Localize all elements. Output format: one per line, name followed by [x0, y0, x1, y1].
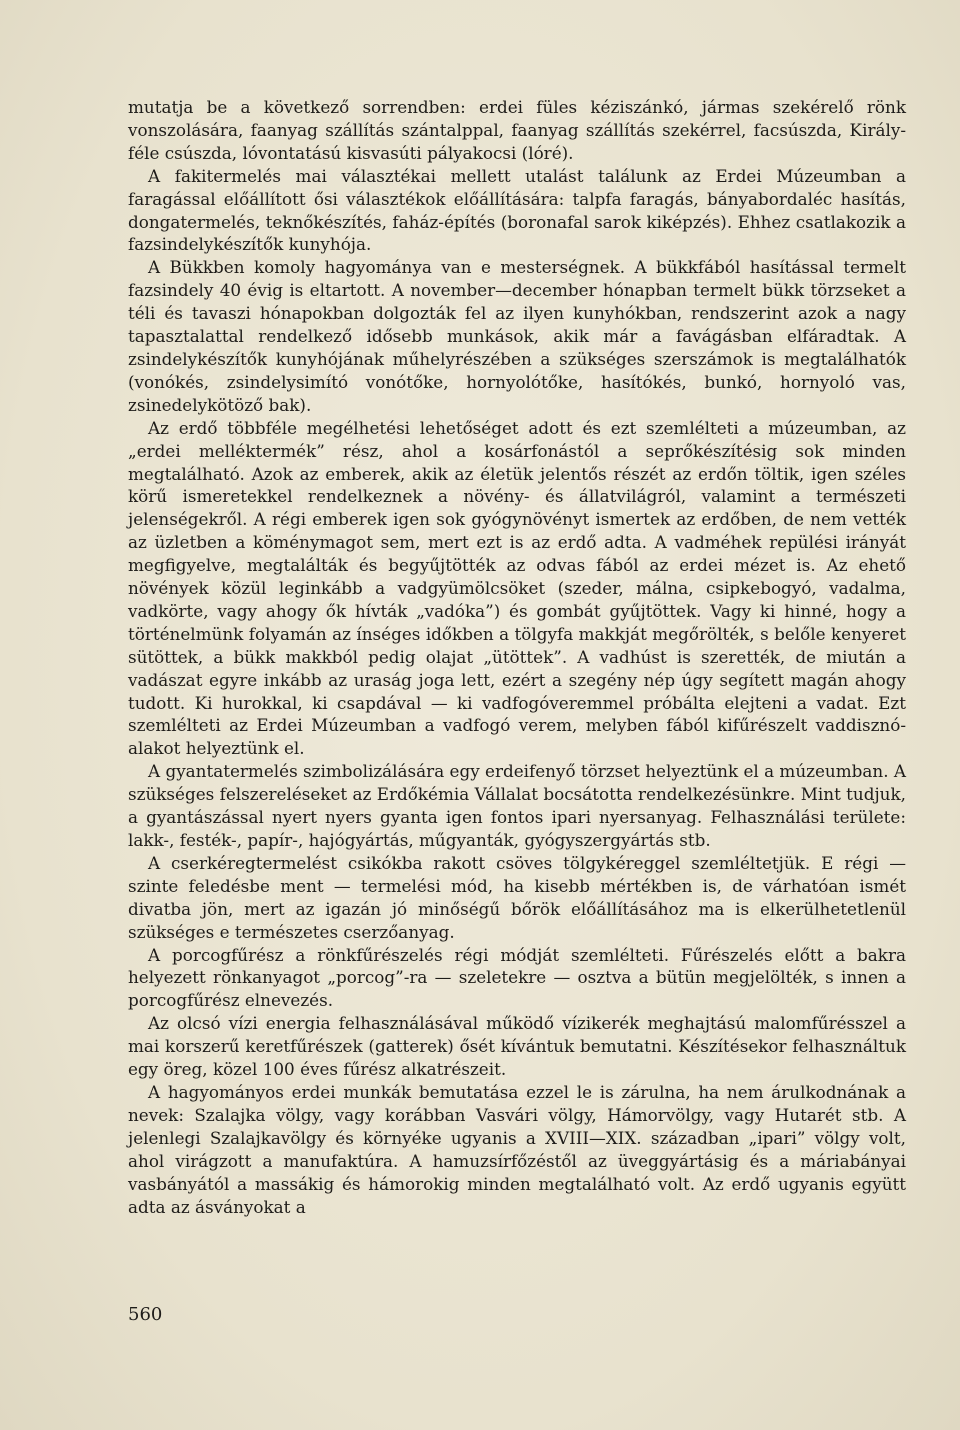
paragraph-3: A Bükkben komoly hagyománya van e mesterségnek. A bükkfából hasítással termelt fazsindely 40 évig is eltartott. A november—december hónapban termelt bükk törzseket a téli és tavaszi hónapokban dolgozták fel az ilyen kunyhókban, rendszerint azok a nagy tapasztalattal rendelkező idősebb munkások, akik már a favágásban elfáradtak. A zsindelykészítők kunyhójának műhelyrészében a szükséges szerszámok is megtalálhatók (vonókés, zsindelysimító vonótőke, hornyolótőke, hasítókés, bunkó, hornyoló vas, zsinedelykötöző bak).: [128, 257, 906, 415]
body-text: [128, 96, 906, 1218]
page-number: 560: [128, 1304, 163, 1325]
paragraph-7: A porcogfűrész a rönkfűrészelés régi módját szemlélteti. Fűrészelés előtt a bakra helyezett rönkanyagot „porcog”-ra — szeletekre — osztva a bütün megjelölték, s innen a porcogfűrész elnevezés.: [128, 944, 906, 1011]
paragraph-5: A gyantatermelés szimbolizálására egy erdeifenyő törzset helyeztünk el a múzeumban. A szükséges felszereléseket az Erdőkémia Vállalat bocsátotta rendelkezésünkre. Mint tudjuk, a gyantászással nyert nyers gyanta igen fontos ipari nyersanyag. Felhasználási területe: lakk-, festék-, papír-, hajógyártás, műgyanták, gyógyszergyártás stb.: [128, 761, 906, 850]
paragraph-2: A fakitermelés mai választékai mellett utalást találunk az Erdei Múzeumban a faragással előállított ősi választékok előállítására: talpfa faragás, bányabordaléc hasítás, dongatermelés, teknőkészítés, faház-építés (boronafal sarok kiképzés). Ehhez csatlakozik a fazsindelykészítők kunyhója.: [128, 165, 906, 255]
paragraph-6: A cserkéregtermelést csikókba rakott csöves tölgykéreggel szemléltetjük. E régi — szinte feledésbe ment — termelési mód, ha kisebb mértékben is, de várhatóan ismét divatba jön, mert az igazán jó minőségű bőrök előállításához ma is elkerülhetetlenül szükséges e természetes cserzőanyag.: [128, 852, 906, 942]
paragraph-9: A hagyományos erdei munkák bemutatása ezzel le is zárulna, ha nem árulkodnának a nevek: Szalajka völgy, vagy korábban Vasvári völgy, Hámorvölgy, vagy Hutarét stb. A jelenlegi Szalajkavölgy és környéke ugyanis a XVIII—XIX. században „ipari” völgy volt, ahol virágzott a manufaktúra. A hamuzsírfőzéstől az üveggyártásig és a máriabányai vasbányától a massákig és hámorokig minden megtalálható volt. Az erdő ugyanis együtt adta az ásványokat a: [128, 1081, 906, 1217]
paragraph-1: mutatja be a következő sorrendben: erdei füles kéziszánkó, jármas szekérelő rönk vonszolására, faanyag szállítás szántalppal, faanyag szállítás szekérrel, facsúszda, Király-féle csúszda, lóvontatású kisvasúti pályakocsi (lóré).: [128, 97, 906, 163]
paragraph-4: Az erdő többféle megélhetési lehetőséget adott és ezt szemlélteti a múzeumban, az „erdei melléktermék” rész, ahol a kosárfonástól a seprőkészítésig sok minden megtalálható. Azok az emberek, akik az életük jelentős részét az erdőn töltik, igen széles körű ismeretekkel rendelkeznek a növény- és állatvilágról, valamint a természeti jelenségekről. A régi emberek igen sok gyógynövényt ismertek az erdőben, de nem vették az üzletben a köménymagot sem, mert ezt is az erdő adta. A vadméhek repülési irányát megfigyelve, megtalálták és begyűjtötték az odvas fából az erdei mézet is. Az ehető növények közül leginkább a vadgyümölcsöket (szeder, málna, csipkebogyó, vadalma, vadkörte, vagy ahogy ők hívták „vadóka”) és gombát gyűjtöttek. Vagy ki hinné, hogy a történelmünk folyamán az ínséges időkben a tölgyfa makkját megőrölték, s belőle kenyeret sütöttek, a bükk makkból pedig olajat „ütöttek”. A vadhúst is szerették, de miután a vadászat egyre inkább az uraság joga lett, ezért a szegény nép úgy segített magán ahogy tudott. Ki hurokkal, ki csapdával — ki vadfogóveremmel próbálta elejteni a vadat. Ezt szemlélteti az Erdei Múzeumban a vadfogó verem, melyben fából kifűrészelt vaddisznó-alakot helyeztünk el.: [128, 417, 906, 759]
paragraph-8: Az olcsó vízi energia felhasználásával működő vízikerék meghajtású malomfűrésszel a mai korszerű keretfűrészek (gatterek) ősét kívántuk bemutatni. Készítésekor felhasználtuk egy öreg, közel 100 éves fűrész alkatrészeit.: [128, 1013, 906, 1080]
